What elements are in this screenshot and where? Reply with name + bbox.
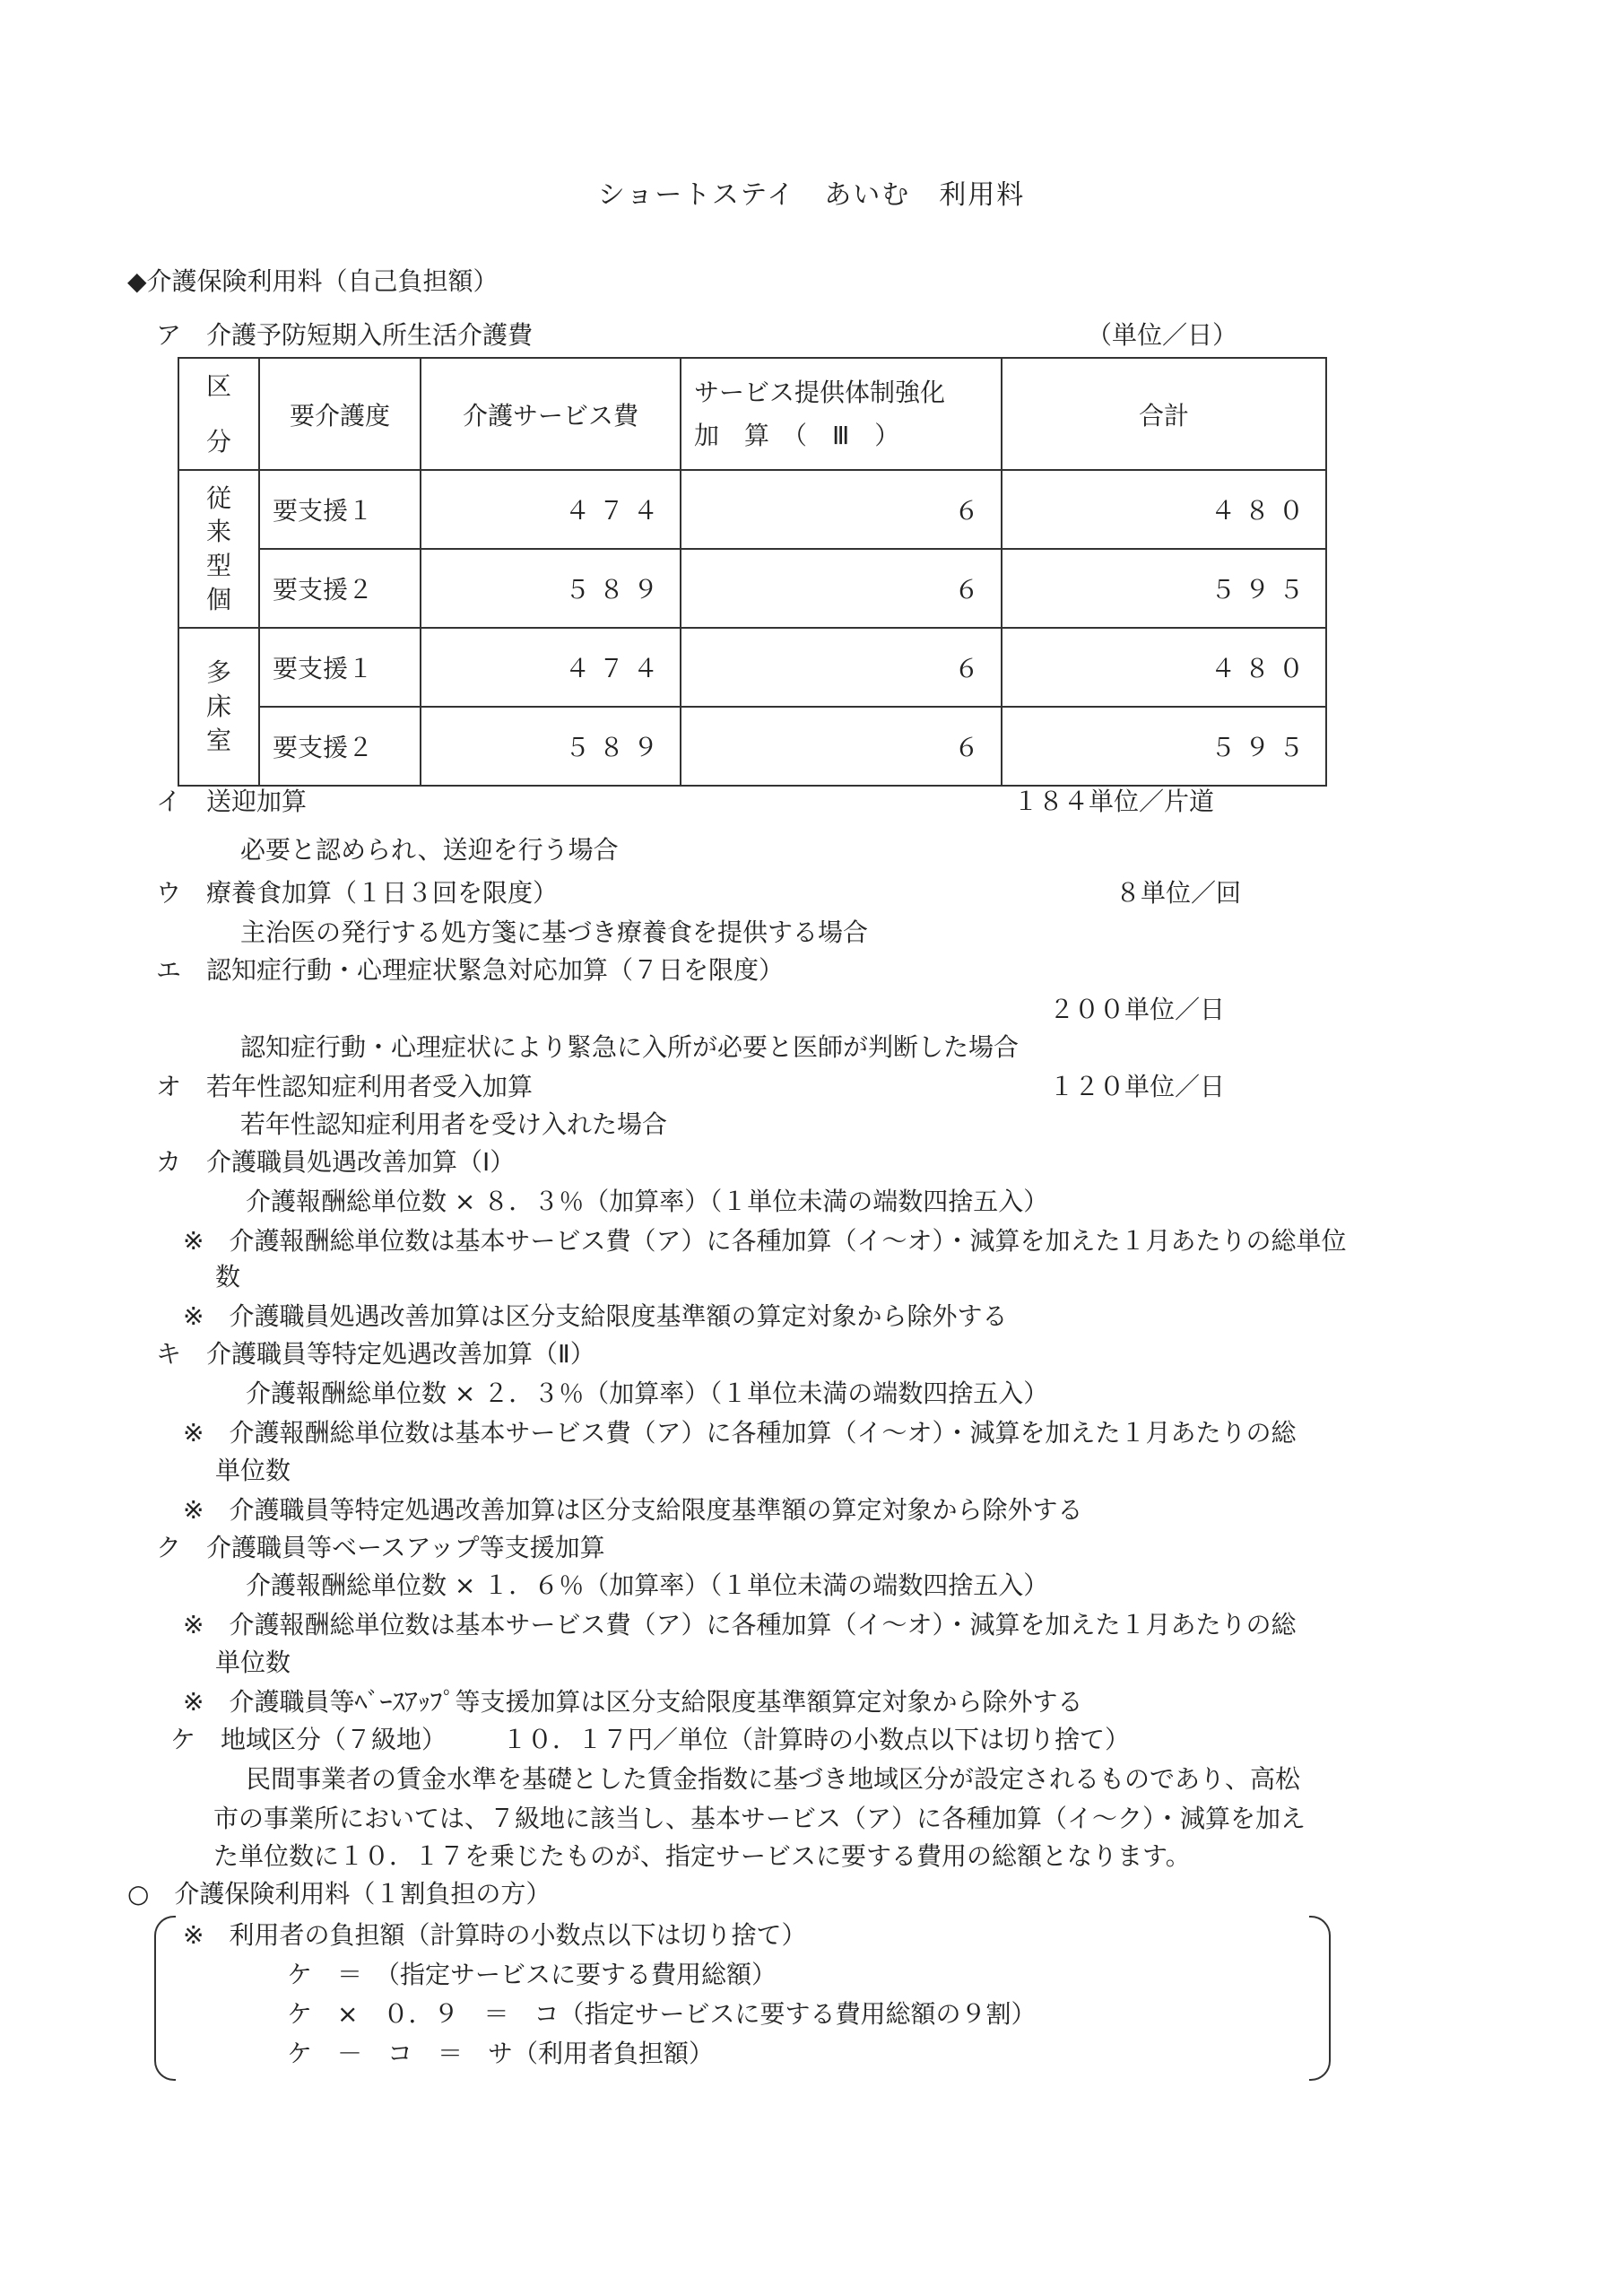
item-e-label: エ 認知症行動・心理症状緊急対応加算（７日を限度） <box>156 955 785 985</box>
category-cell-multi-bed <box>178 628 259 786</box>
item-ki-label: キ 介護職員等特定処遇改善加算（Ⅱ） <box>156 1339 595 1369</box>
care-level-cell: 要支援２ <box>259 549 421 628</box>
item-ku-note1: ※ 介護報酬総単位数は基本サービス費（ア）に各種加算（イ～オ）・減算を加えた１月あたりの総 <box>183 1610 1297 1639</box>
item-ke-desc-line1: 民間事業者の賃金水準を基礎とした賃金指数に基づき地域区分が設定されるものであり、高松 <box>246 1764 1301 1794</box>
addition-cell: ６ <box>681 707 1002 786</box>
item-e-note: 認知症行動・心理症状により緊急に入所が必要と医師が判断した場合 <box>240 1032 1020 1062</box>
item-o-value: １２０単位／日 <box>1049 1072 1226 1101</box>
item-ku-note1-cont: 単位数 <box>215 1648 291 1677</box>
left-brace <box>154 1916 176 2081</box>
item-ka-note1-cont: 数 <box>215 1262 241 1292</box>
care-level-cell: 要支援１ <box>259 628 421 707</box>
header-category-label: 区分 <box>205 371 231 457</box>
addition-cell: ６ <box>681 628 1002 707</box>
header-addition-line1: サービス提供体制強化 <box>694 378 946 407</box>
item-o-note: 若年性認知症利用者を受け入れた場合 <box>240 1109 668 1139</box>
item-u-note: 主治医の発行する処方箋に基づき療養食を提供する場合 <box>240 918 869 947</box>
header-care-level: 要介護度 <box>259 358 421 470</box>
category-cell-traditional <box>178 470 259 628</box>
total-cell: ５９５ <box>1002 707 1326 786</box>
section-heading: ◆介護保険利用料（自己負担額） <box>127 266 499 296</box>
item-u-value: ８単位／回 <box>1115 878 1242 908</box>
total-cell: ４８０ <box>1002 628 1326 707</box>
item-ka-note1: ※ 介護報酬総単位数は基本サービス費（ア）に各種加算（イ～オ）・減算を加えた１月あたりの総単位 <box>183 1226 1347 1256</box>
addition-cell: ６ <box>681 470 1002 549</box>
care-level-cell: 要支援１ <box>259 470 421 549</box>
item-a-label: ア 介護予防短期入所生活介護費 <box>156 320 534 350</box>
item-ki-note1-cont: 単位数 <box>215 1456 291 1485</box>
total-cell: ５９５ <box>1002 549 1326 628</box>
item-a-unit: （単位／日） <box>1087 320 1238 350</box>
burden-line3: ケ × ０．９ ＝ コ（指定サービスに要する費用総額の９割） <box>287 1999 1037 2029</box>
table-header-row <box>178 358 1326 470</box>
header-service-fee: 介護サービス費 <box>421 358 681 470</box>
item-i-note: 必要と認められ、送迎を行う場合 <box>240 835 619 865</box>
table-row <box>178 707 1326 786</box>
table-row <box>178 628 1326 707</box>
item-ka-note2: ※ 介護職員処遇改善加算は区分支給限度基準額の算定対象から除外する <box>183 1301 1008 1331</box>
item-ki-note2: ※ 介護職員等特定処遇改善加算は区分支給限度基準額の算定対象から除外する <box>183 1495 1083 1525</box>
item-ke-label: ケ 地域区分（７級地） <box>170 1725 447 1754</box>
header-total: 合計 <box>1002 358 1326 470</box>
item-ke-value: １０．１７円／単位（計算時の小数点以下は切り捨て） <box>502 1725 1131 1754</box>
service-fee-cell: ４７４ <box>421 470 681 549</box>
item-ka-formula: 介護報酬総単位数 × ８．３％（加算率）（１単位未満の端数四捨五入） <box>246 1187 1049 1216</box>
item-ku-formula: 介護報酬総単位数 × １．６％（加算率）（１単位未満の端数四捨五入） <box>246 1570 1049 1600</box>
table-row <box>178 470 1326 549</box>
item-ki-note1: ※ 介護報酬総単位数は基本サービス費（ア）に各種加算（イ～オ）・減算を加えた１月あたりの総 <box>183 1418 1297 1448</box>
burden-line4: ケ － コ ＝ サ（利用者負担額） <box>287 2039 715 2068</box>
right-brace <box>1309 1916 1331 2081</box>
burden-line2: ケ ＝ （指定サービスに要する費用総額） <box>287 1960 777 1989</box>
addition-cell: ６ <box>681 549 1002 628</box>
table-row <box>178 549 1326 628</box>
total-cell: ４８０ <box>1002 470 1326 549</box>
item-e-value: ２００単位／日 <box>1049 995 1226 1024</box>
item-ki-formula: 介護報酬総単位数 × ２．３％（加算率）（１単位未満の端数四捨五入） <box>246 1378 1049 1408</box>
category-label: 多床室 <box>205 657 231 756</box>
care-level-cell: 要支援２ <box>259 707 421 786</box>
service-fee-cell: ５８９ <box>421 707 681 786</box>
burden-line1: ※ 利用者の負担額（計算時の小数点以下は切り捨て） <box>183 1920 807 1950</box>
item-i-label: イ 送迎加算 <box>156 787 308 816</box>
item-ke-desc-line2: 市の事業所においては、７級地に該当し、基本サービス（ア）に各種加算（イ～ク）・減算を加え <box>213 1804 1306 1833</box>
category-label: 従来型個 <box>205 483 231 614</box>
item-ku-label: ク 介護職員等ベースアップ等支援加算 <box>156 1533 605 1562</box>
service-fee-cell: ５８９ <box>421 549 681 628</box>
one-tenth-heading: ○ 介護保険利用料（１割負担の方） <box>127 1879 551 1909</box>
header-addition-line2: 加 算 （ Ⅲ ） <box>694 420 900 450</box>
item-ku-note2: ※ 介護職員等ﾍﾞｰｽｱｯﾌﾟ等支援加算は区分支給限度基準額算定対象から除外する <box>183 1687 1083 1717</box>
item-i-value: １８４単位／片道 <box>1013 787 1215 816</box>
header-addition <box>681 358 1002 470</box>
fee-table <box>178 357 1327 787</box>
item-ke-desc-line3: た単位数に１０．１７を乗じたものが、指定サービスに要する費用の総額となります。 <box>213 1841 1191 1871</box>
item-ka-label: カ 介護職員処遇改善加算（Ⅰ） <box>156 1147 516 1177</box>
item-u-label: ウ 療養食加算（１日３回を限度） <box>156 878 559 908</box>
header-category <box>178 358 259 470</box>
page-title: ショートステイ あいむ 利用料 <box>597 179 1026 211</box>
service-fee-cell: ４７４ <box>421 628 681 707</box>
item-o-label: オ 若年性認知症利用者受入加算 <box>156 1072 534 1101</box>
